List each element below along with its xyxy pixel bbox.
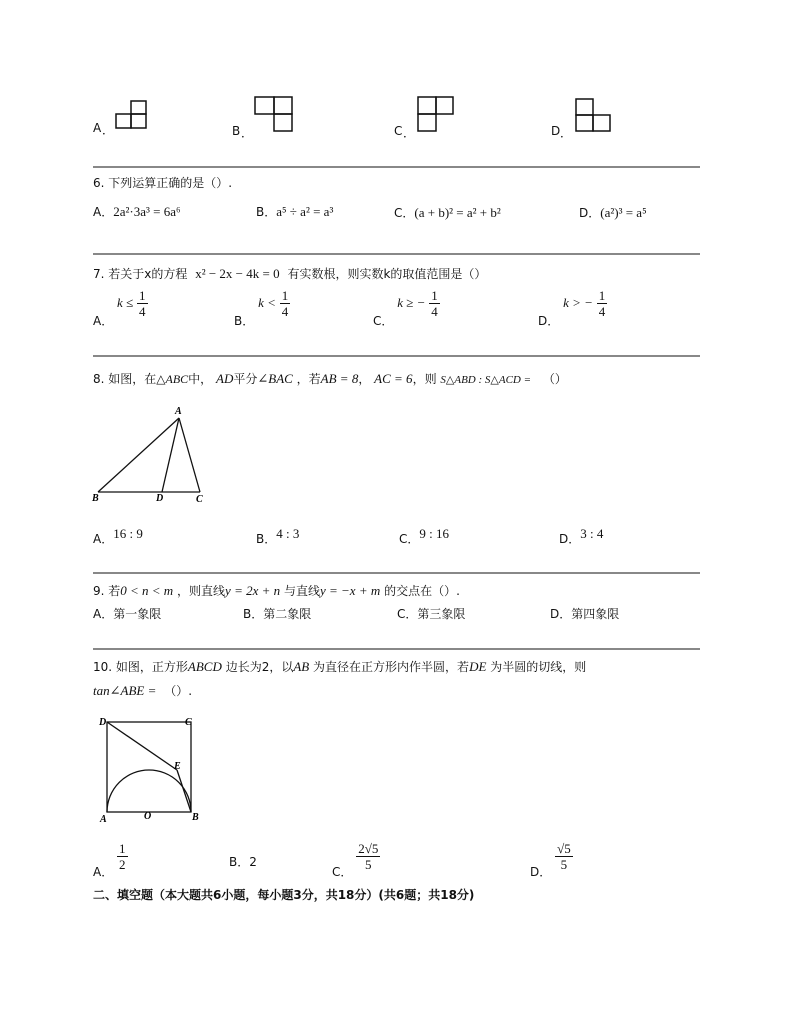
q9-option-b: B．第二象限 xyxy=(243,607,312,621)
q9-option-a: A．第一象限 xyxy=(93,607,162,621)
q8-option-b: B．4 : 3 xyxy=(256,526,300,546)
q8-stem: 8. 如图，在△ABC中， AD平分∠BAC ，若AB = 8， AC = 6，则 S△ABD : S△ACD = （） xyxy=(93,371,567,386)
q10-stem-line2: tan∠ABE = （）. xyxy=(93,683,193,698)
divider xyxy=(93,572,700,574)
q8-point-d-label: D xyxy=(156,493,164,504)
q7-option-a-fraction: $\frac{1}{4}$ xyxy=(139,288,146,319)
q6-option-b: B．a⁵ ÷ a² = a³ xyxy=(256,204,334,219)
q7-equation: x² − 2x − 4k = 0 xyxy=(195,266,280,281)
q8-area-ratio: S△ABD : S△ACD = xyxy=(440,374,532,386)
divider xyxy=(93,355,700,357)
q7-option-d: D． k > − $\frac{1}{4}$ xyxy=(538,288,606,328)
q8-triangle: △ABC xyxy=(156,372,189,386)
q10-point-o-label: O xyxy=(144,811,152,822)
divider xyxy=(93,166,700,168)
q7-option-b: B． k < $\frac{1}{4}$ xyxy=(234,288,289,328)
q8-option-c: C．9 : 16 xyxy=(399,526,450,546)
q5-option-c-label: C xyxy=(394,124,403,138)
q8-triangle-figure xyxy=(90,400,220,510)
q10-option-c: C． $\frac{2√5}{5}$ xyxy=(332,841,379,879)
q8-point-a-label: A xyxy=(175,406,182,417)
q10-option-a: A． $\frac{1}{2}$ xyxy=(93,841,126,879)
q6-option-d-expr: (a²)³ = a⁵ xyxy=(600,205,647,220)
q10-option-c-fraction: $\frac{2√5}{5}$ xyxy=(358,841,379,872)
q8-option-d: D．3 : 4 xyxy=(559,526,604,546)
q10-option-d-fraction: $\frac{√5}{5}$ xyxy=(557,841,571,872)
q7-option-d-fraction: $\frac{1}{4}$ xyxy=(598,288,606,319)
q7-stem: 7. 若关于x的方程 x² − 2x − 4k = 0 有实数根，则实数k的取值范围是（） xyxy=(93,266,487,281)
q5-option-d-label: D xyxy=(551,124,561,138)
q7-option-c-fraction: $\frac{1}{4}$ xyxy=(431,288,438,319)
q6-option-a: A．2a²·3a³ = 6a⁶ xyxy=(93,204,181,219)
q10-point-a-label: A xyxy=(100,814,107,825)
q6-stem: 6. 下列运算正确的是（）. xyxy=(93,176,233,190)
q6-option-a-expr: 2a²·3a³ = 6a⁶ xyxy=(113,204,181,219)
q9-option-d: D．第四象限 xyxy=(550,607,620,621)
section-2-title: 二、填空题（本大题共6小题，每小题3分，共18分）(共6题；共18分) xyxy=(93,888,475,902)
q10-stem-line1: 10. 如图，正方形ABCD 边长为2，以AB 为直径在正方形内作半圆，若DE 为半圆的切线，则 xyxy=(93,659,587,674)
q10-option-d: D． $\frac{√5}{5}$ xyxy=(530,841,571,879)
q6-option-c: C．(a + b)² = a² + b² xyxy=(394,205,501,220)
divider xyxy=(93,253,700,255)
q10-point-b-label: B xyxy=(192,812,199,823)
q9-option-c: C．第三象限 xyxy=(397,607,466,621)
q6-option-b-expr: a⁵ ÷ a² = a³ xyxy=(276,204,334,219)
q7-option-c: C． k ≥ − $\frac{1}{4}$ xyxy=(373,288,438,328)
divider xyxy=(93,648,700,650)
q10-point-c-label: C xyxy=(185,717,192,728)
q8-point-b-label: B xyxy=(92,493,99,504)
q10-tan-expression: tan∠ABE = xyxy=(93,683,157,698)
q6-option-d: D．(a²)³ = a⁵ xyxy=(579,205,647,220)
q8-option-a: A．16 : 9 xyxy=(93,526,143,546)
q10-square-figure xyxy=(95,712,210,827)
q6-option-c-expr: (a + b)² = a² + b² xyxy=(414,205,501,220)
q10-point-e-label: E xyxy=(174,761,181,772)
q10-point-d-label: D xyxy=(99,717,107,728)
q5-option-d-figure xyxy=(575,98,613,134)
q10-option-a-fraction: $\frac{1}{2}$ xyxy=(119,841,126,872)
q5-option-a-figure xyxy=(115,100,147,130)
q9-stem: 9. 若0 < n < m ，则直线y = 2x + n 与直线y = −x + m 的交点在（）. xyxy=(93,583,460,598)
q5-option-b-figure xyxy=(254,96,294,132)
q7-option-b-fraction: $\frac{1}{4}$ xyxy=(281,288,289,319)
q7-option-a: A． k ≤ $\frac{1}{4}$ xyxy=(93,288,146,328)
q8-point-c-label: C xyxy=(196,494,203,505)
q5-option-a-label: A xyxy=(93,121,102,135)
q5-option-b-label: B xyxy=(232,124,241,138)
q5-option-c-figure xyxy=(417,96,455,132)
q10-option-b: B．2 xyxy=(229,855,257,869)
